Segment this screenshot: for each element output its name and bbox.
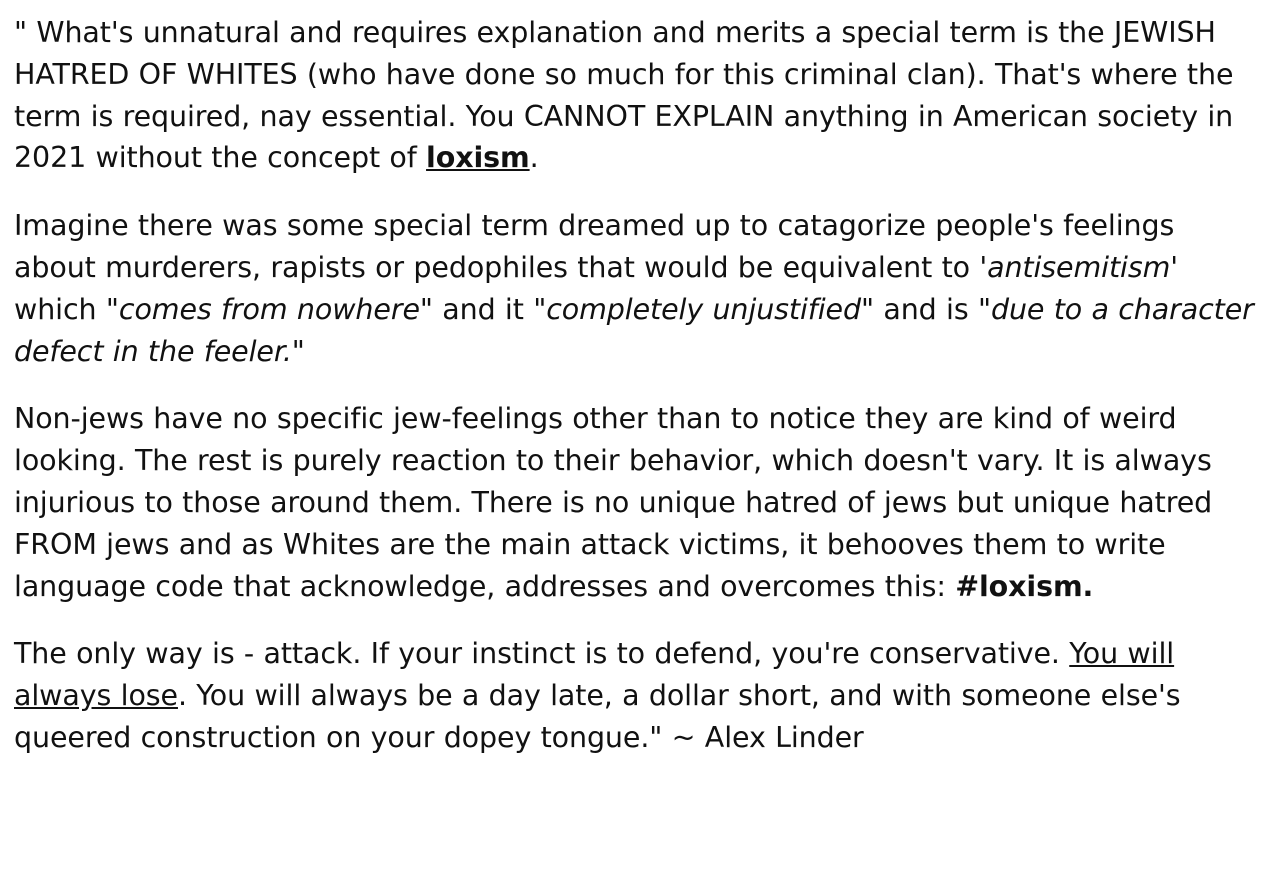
paragraph-2-run-3: which (14, 292, 106, 326)
paragraph-2-run-8-quote: "due to a character defect in the feeler." (14, 292, 1254, 368)
paragraph-2-run-5: and it (432, 292, 534, 326)
paragraph-2-run-1: Imagine there was some special term dreamed up to catagorize people's feelings about murderers, rapists or pedophiles that would be equivalent to (14, 209, 1175, 284)
paragraph-1-run-1: " What's unnatural and requires explanation and merits a special term is the JEWISH HATRED OF WHITES (who have done so much for this criminal clan). That's where the term is required, nay essential. You CANNOT EXPLAIN anything in American society in 2021 without the concept of (14, 16, 1234, 175)
paragraph-1-run-2-loxism: loxism (426, 141, 530, 175)
paragraph-3-run-1: Non-jews have no specific jew-feelings other than to notice they are kind of weird looking. The rest is purely reaction to their behavior, which doesn't vary. It is always injurious to those around them. There is no unique hatred of jews but unique hatred FROM jews and as Whites are the main attack victims, it behooves them to write language code that acknowledge, addresses and overcomes this: (14, 402, 1213, 603)
paragraph-1 (14, 12, 1260, 179)
paragraph-4-run-1: The only way is - attack. If your instinct is to defend, you're conservative. (14, 637, 1070, 671)
paragraph-1-run-3: . (529, 141, 539, 175)
paragraph-2-run-2-antisemitism: 'antisemitism' (979, 250, 1179, 284)
paragraph-4-run-2-you-will-always-lose: You will always lose (14, 637, 1175, 713)
paragraph-4-run-3: . You will always be a day late, a dollar short, and with someone else's queered construction on your dopey tongue." ~ Alex Linder (14, 679, 1181, 754)
paragraph-4 (14, 633, 1260, 758)
paragraph-2-run-6-quote: "completely unjustified" (533, 292, 874, 326)
paragraph-2-run-7: and is (874, 292, 978, 326)
paragraph-3-run-2-hashtag-loxism: #loxism. (955, 569, 1094, 603)
paragraph-2 (14, 205, 1260, 372)
paragraph-2-run-4-quote: "comes from nowhere" (105, 292, 433, 326)
paragraph-3 (14, 398, 1260, 607)
